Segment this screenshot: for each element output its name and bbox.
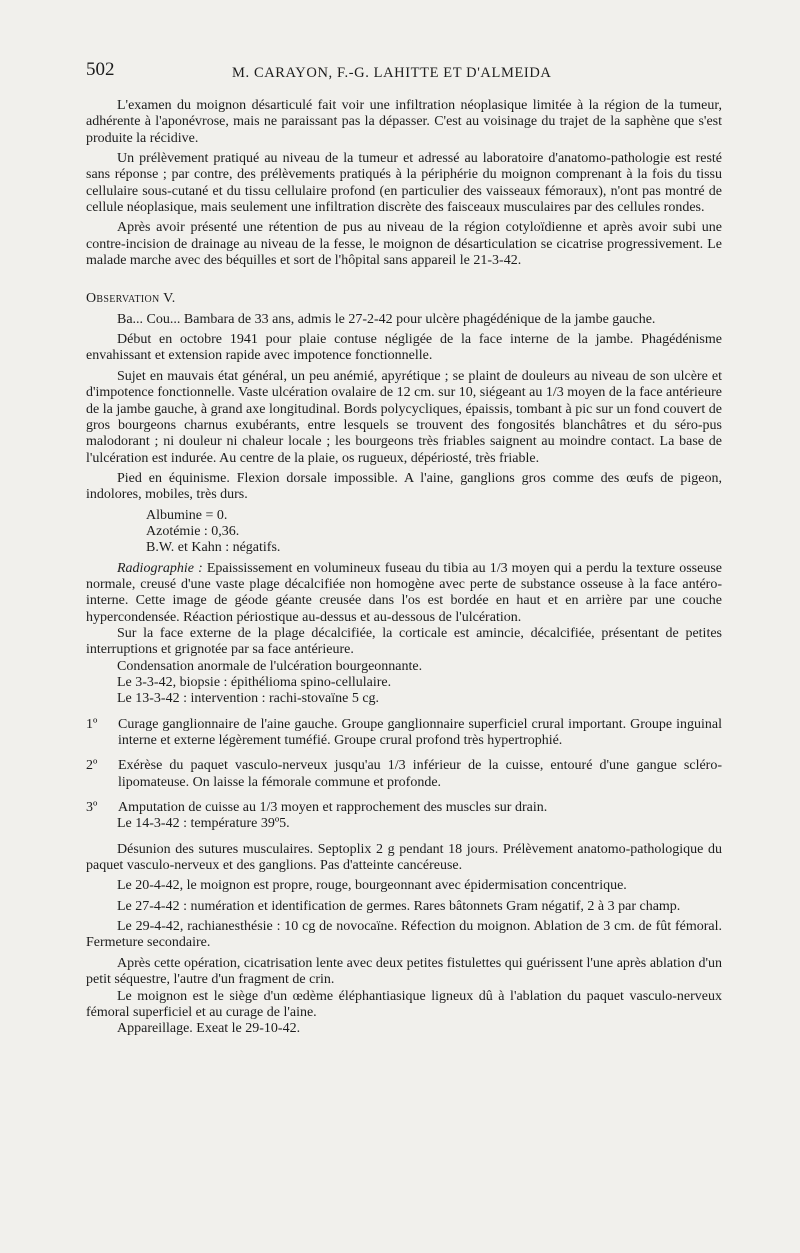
item-text: Curage ganglionnaire de l'aine gauche. Groupe ganglionnaire superficiel crural important. Groupe inguinal interne et externe légèrement tuméfié. Groupe crural profond très hypertrophié. (118, 716, 722, 749)
running-title: M. CARAYON, F.-G. LAHITTE ET D'ALMEIDA (232, 65, 552, 81)
item-number: 2º (86, 758, 98, 774)
page-header (86, 59, 722, 98)
paragraph: Sujet en mauvais état général, un peu anémié, apyrétique ; se plaint de douleurs au niveau de son ulcère et d'impotence fonctionnelle. Vaste ulcération ovalaire de 12 cm. sur 10, siégeant au 1/3 moyen de la face antérieure de la jambe gauche, à grand axe longitudinal. Bords polycycliques, épaissis, tombant à pic sur un fond couvert de gros bourgeons charnus exubérants, entre lesquels se trouvent des fongosités blanchâtres et du séro-pus malodorant ; ni douleur ni chaleur locale ; les bourgeons très friables saignent au moindre contact. La base de l'ulcération est indurée. Au centre de la plaie, os rugueux, dépériosté, très friable. (86, 368, 722, 466)
numbered-item (86, 800, 722, 816)
paragraph: Ba... Cou... Bambara de 33 ans, admis le 27-2-42 pour ulcère phagédénique de la jambe gauche. (117, 311, 656, 327)
radiography-label: Radiographie : (117, 560, 203, 576)
lab-results (146, 508, 722, 557)
observation-heading (86, 291, 722, 307)
item-number: 3º (86, 800, 98, 816)
paragraph: Après cette opération, cicatrisation lente avec deux petites fistulettes qui guérissent l'une après ablation d'un petit séquestre, l'autre d'un fragment de crin. (86, 955, 722, 988)
radiography-text: Epaississement en volumineux fuseau du tibia au 1/3 moyen qui a perdu la texture osseuse normale, creusé d'une vaste plage décalcifiée non homogène avec perte de substance osseuse à la face antéro-interne. Cette image de géode géante creusée dans l'os est bordée en haut et en arrière par une couche hypercondensée. Réaction périostique au-dessus et au-dessous de l'ulcération. (86, 560, 723, 625)
paragraph: Le 3-3-42, biopsie : épithélioma spino-cellulaire. (117, 675, 392, 690)
paragraph: Condensation anormale de l'ulcération bourgeonnante. (117, 658, 423, 674)
item-text: Exérèse du paquet vasculo-nerveux jusqu'au 1/3 inférieur de la cuisse, entouré d'une gangue scléro-lipomateuse. On laisse la fémorale commune et profonde. (118, 758, 722, 790)
lab-line: B.W. et Kahn : négatifs. (146, 540, 281, 556)
paragraph: Le 29-4-42, rachianesthésie : 10 cg de novocaïne. Réfection du moignon. Ablation de 3 cm. de fût fémoral. Fermeture secondaire. (86, 919, 722, 951)
paragraph: Le 27-4-42 : numération et identification de germes. Rares bâtonnets Gram négatif, 2 à 3 par champ. (117, 898, 681, 914)
paragraph: Après avoir présenté une rétention de pus au niveau de la région cotyloïdienne et après avoir subi une contre-incision de drainage au niveau de la fesse, le moignon de désarticulation se cicatrise progressivement. Le malade marche avec des béquilles et sort de l'hôpital sans appareil le 21-3-42. (86, 220, 722, 269)
item-number: 1º (86, 716, 98, 732)
paragraph: Désunion des sutures musculaires. Septoplix 2 g pendant 18 jours. Prélèvement anatomo-pathologique du paquet vasculo-nerveux et des ganglions. Pas d'atteinte cancéreuse. (86, 841, 722, 874)
item-text: Amputation de cuisse au 1/3 moyen et rapprochement des muscles sur drain. (118, 800, 548, 816)
page-number: 502 (86, 59, 115, 80)
observation-number: V. (163, 291, 176, 307)
lab-line: Albumine = 0. (146, 507, 228, 523)
paragraph: Le 20-4-42, le moignon est propre, rouge, bourgeonnant avec épidermisation concentrique. (117, 878, 627, 894)
page-body (86, 59, 723, 1038)
paragraph: Un prélèvement pratiqué au niveau de la tumeur et adressé au laboratoire d'anatomo-pathologie est resté sans réponse ; par contre, des prélèvements pratiqués à la périphérie du moignon comprenant à la fois du tissu cellulaire sous-cutané et du tissu cellulaire profond (en particulier des vaisseaux fémoraux), n'ont pas montré de cellule néoplasique, mais seulement une infiltration discrète des faisceaux musculaires par des cellules rondes. (86, 151, 722, 216)
radiography-paragraph (86, 561, 722, 626)
paragraph: Appareillage. Exeat le 29-10-42. (117, 1021, 301, 1037)
paragraph: Début en octobre 1941 pour plaie contuse négligée de la face interne de la jambe. Phagédénisme envahissant et extension rapide avec impotence fonctionnelle. (86, 332, 722, 364)
temperature-line: Le 14-3-42 : température 39º5. (117, 816, 290, 832)
paragraph: Sur la face externe de la plage décalcifiée, la corticale est amincie, décalcifiée, présentant de petites interruptions et grignotée par sa face antérieure. (86, 625, 722, 658)
paragraph: Le 13-3-42 : intervention : rachi-stovaïne 5 cg. (117, 691, 380, 707)
numbered-item (86, 717, 722, 750)
numbered-item (86, 758, 722, 791)
paragraph: Pied en équinisme. Flexion dorsale impossible. A l'aine, ganglions gros comme des œufs de pigeon, indolores, mobiles, très durs. (86, 470, 722, 503)
lab-line: Azotémie : 0,36. (146, 523, 240, 539)
observation-label: Observation (86, 291, 160, 307)
paragraph: Le moignon est le siège d'un œdème éléphantiasique ligneux dû à l'ablation du paquet vasculo-nerveux fémoral superficiel et au curage de l'aine. (86, 988, 722, 1020)
paragraph: L'examen du moignon désarticulé fait voir une infiltration néoplasique limitée à la région de la tumeur, adhérente à l'aponévrose, mais ne paraissant pas la dépasser. C'est au voisinage du trajet de la saphène que s'est produite la récidive. (86, 98, 722, 146)
